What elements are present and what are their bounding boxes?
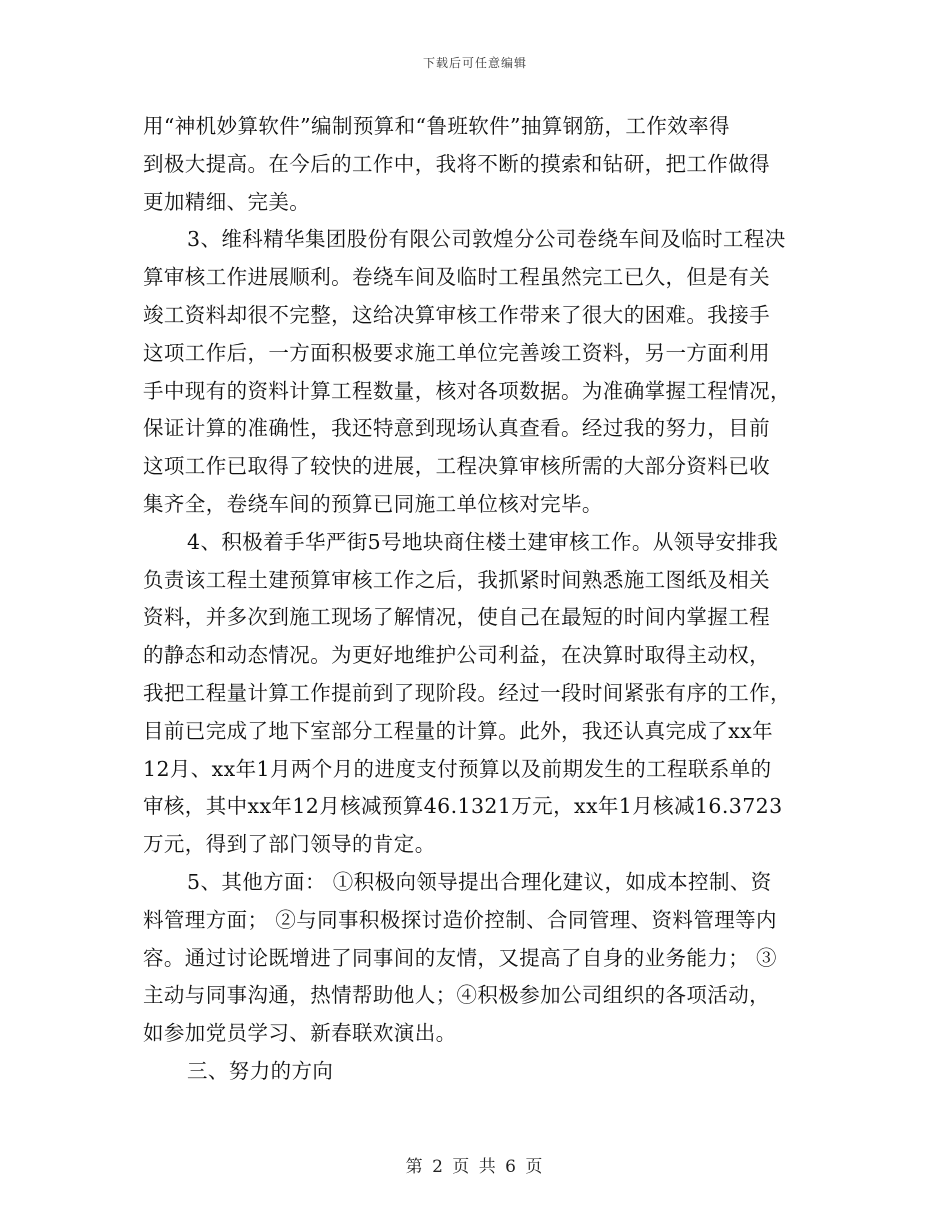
page-header: 下载后可任意编辑	[422, 56, 527, 70]
body-line: 审核，其中xx年12月核减预算46.1321万元，xx年1月核减16.3723	[143, 794, 783, 819]
paragraph-3-start: 3、维科精华集团股份有限公司敦煌分公司卷绕车间及临时工程决	[187, 227, 786, 252]
body-line: 的静态和动态情况。为更好地维护公司利益，在决算时取得主动权，	[143, 643, 770, 668]
body-line: 资料，并多次到施工现场了解情况，使自己在最短的时间内掌握工程	[143, 605, 770, 630]
body-line: 更加精细、完美。	[143, 189, 311, 214]
page-number: 第 2 页 共 6 页	[405, 1157, 545, 1177]
body-line: 算审核工作进展顺利。卷绕车间及临时工程虽然完工已久，但是有关	[143, 265, 770, 290]
body-line: 用“神机妙算软件”编制预算和“鲁班软件”抽算钢筋，工作效率得	[143, 114, 730, 138]
body-line: 万元，得到了部门领导的肯定。	[143, 832, 436, 857]
body-line: 到极大提高。在今后的工作中，我将不断的摸索和钻研，把工作做得	[143, 151, 770, 176]
body-line: 竣工资料却很不完整，这给决算审核工作带来了很大的困难。我接手	[143, 302, 770, 327]
body-line: 料管理方面； ②与同事积极探讨造价控制、合同管理、资料管理等内	[143, 907, 777, 932]
body-line: 我把工程量计算工作提前到了现阶段。经过一段时间紧张有序的工作，	[143, 680, 791, 705]
body-line: 负责该工程土建预算审核工作之后，我抓紧时间熟悉施工图纸及相关	[143, 567, 770, 592]
body-line: 12月、xx年1月两个月的进度支付预算以及前期发生的工程联系单的	[143, 756, 772, 781]
body-line: 保证计算的准确性，我还特意到现场认真查看。经过我的努力，目前	[143, 416, 770, 441]
paragraph-4-start: 4、积极着手华严街5号地块商住楼土建审核工作。从领导安排我	[187, 529, 779, 554]
body-line: 目前已完成了地下室部分工程量的计算。此外，我还认真完成了xx年	[143, 718, 774, 743]
body-line: 如参加党员学习、新春联欢演出。	[143, 1021, 457, 1046]
section-heading: 三、努力的方向	[187, 1058, 334, 1083]
body-line: 主动与同事沟通，热情帮助他人；④积极参加公司组织的各项活动，	[143, 983, 770, 1008]
body-line: 手中现有的资料计算工程数量，核对各项数据。为准确掌握工程情况，	[143, 378, 791, 403]
body-line: 集齐全，卷绕车间的预算已同施工单位核对完毕。	[143, 491, 603, 516]
paragraph-5-start: 5、其他方面： ①积极向领导提出合理化建议，如成本控制、资	[187, 869, 772, 894]
body-line: 容。通过讨论既增进了同事间的友情，又提高了自身的业务能力； ③	[143, 945, 777, 970]
body-line: 这项工作已取得了较快的进展，工程决算审核所需的大部分资料已收	[143, 454, 770, 479]
document-body	[143, 108, 805, 1091]
body-line: 这项工作后，一方面积极要求施工单位完善竣工资料，另一方面利用	[143, 340, 770, 365]
